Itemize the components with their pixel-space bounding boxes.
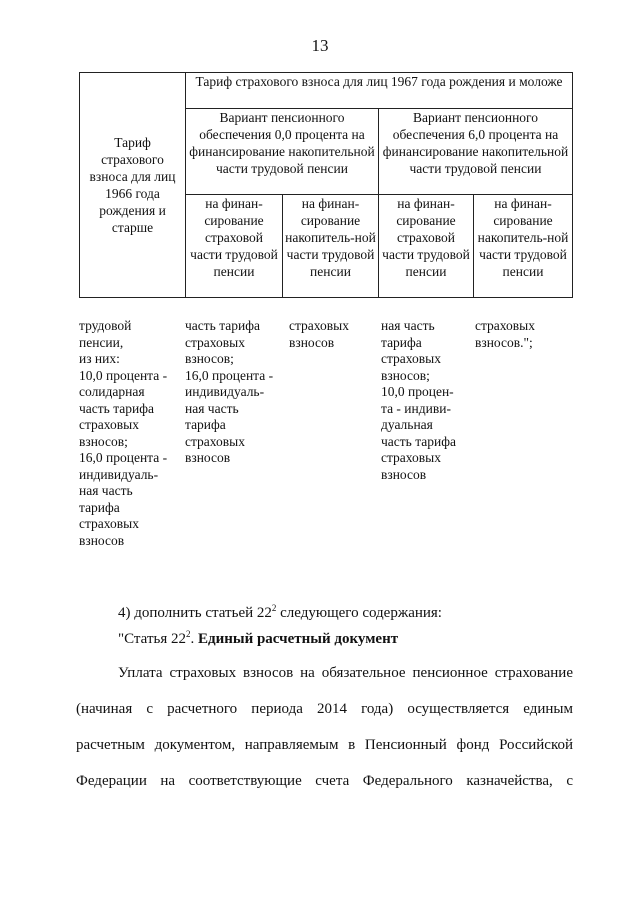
article-title: Единый расчетный документ <box>197 631 399 647</box>
page-number: 13 <box>311 36 329 55</box>
continuation-col-1: трудовой пенсии, из них: 10,0 процента - солидарная часть тарифа страховых взносов; 16,0 процента - индивидуаль- ная часть тарифа страховых взносов <box>79 318 168 548</box>
article-sup: 2 <box>185 629 191 639</box>
article-heading <box>118 629 398 649</box>
sub-b1-cell: на финан-сирование страховой части трудовой пенсии <box>379 195 474 298</box>
item-4-sup: 2 <box>271 603 277 613</box>
item-4-suffix: следующего содержания: <box>276 605 442 621</box>
variant-a-cell: Вариант пенсионного обеспечения 0,0 процента на финансирование накопительной части трудовой пенсии <box>186 109 379 195</box>
continuation-col-4: ная часть тарифа страховых взносов; 10,0 процен- та - индиви- дуальная часть тарифа страховых взносов <box>381 318 456 482</box>
sub-a2-cell: на финан-сирование накопитель-ной части трудовой пенсии <box>283 195 379 298</box>
body-line-1: Уплата страховых взносов на обязательное пенсионное страхование <box>118 665 573 681</box>
left-header-cell <box>80 73 186 298</box>
continuation-col-5: страховых взносов."; <box>475 318 535 350</box>
continuation-col-3: страховых взносов <box>289 318 349 350</box>
item-4-prefix: 4) дополнить статьей 22 <box>118 605 272 621</box>
top-header-cell: Тариф страхового взноса для лиц 1967 года рождения и моложе <box>186 73 573 109</box>
sub-a1-cell: на финан-сирование страховой части трудовой пенсии <box>186 195 283 298</box>
article-prefix: "Статья 22 <box>118 631 186 647</box>
continuation-col-2: часть тарифа страховых взносов; 16,0 процента - индивидуаль- ная часть тарифа страховых взносов <box>185 318 274 465</box>
sub-b2-cell: на финан-сирование накопитель-ной части трудовой пенсии <box>474 195 573 298</box>
body-line-3: расчетным документом, направляемым в Пенсионный фонд Российской <box>76 737 573 753</box>
body-line-2: (начиная с расчетного периода 2014 года) осуществляется единым <box>76 701 573 717</box>
table-continuation <box>79 318 572 549</box>
variant-b-cell: Вариант пенсионного обеспечения 6,0 процента на финансирование накопительной части трудовой пенсии <box>379 109 573 195</box>
tariff-table <box>79 72 573 298</box>
left-header-text: Тариф страхового взноса для лиц 1966 года рождения и старше <box>89 135 176 235</box>
article-dot: . <box>190 631 195 647</box>
item-4 <box>118 603 442 623</box>
body-line-4: Федерации на соответствующие счета Федерального казначейства, с <box>76 773 573 789</box>
